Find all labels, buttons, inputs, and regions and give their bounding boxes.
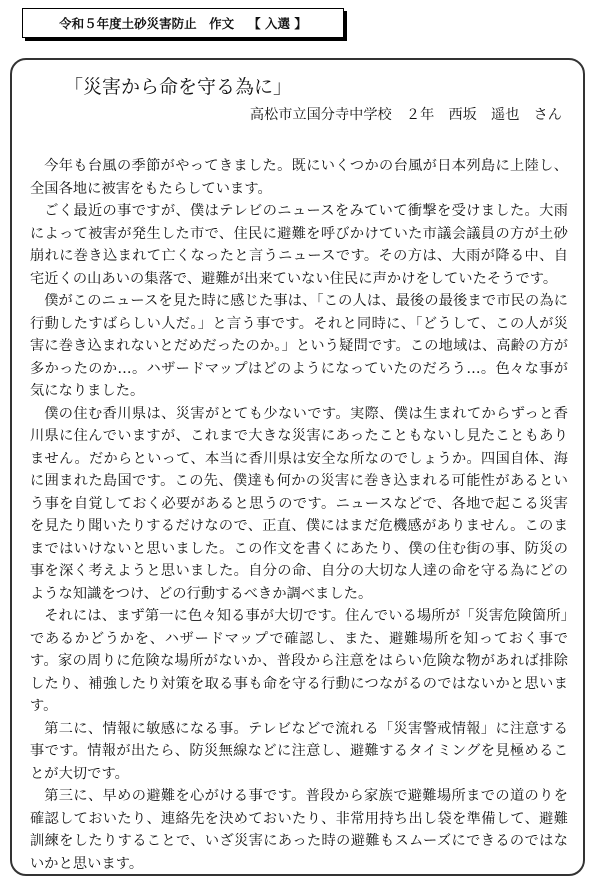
essay-paragraph: 僕がこのニュースを見た時に感じた事は、「この人は、最後の最後まで市民の為に行動したすばらしい人だ。」と言う事です。それと同時に、「どうして、この人が災害に巻き込まれないとだめだったのか。」という疑問です。この地域は、高齢の方が多かったのか…。ハザードマップはどのようになっていたのだろう…。色々な事が気になりました。 <box>30 293 568 399</box>
contest-name: 令和５年度土砂災害防止 作文 <box>59 16 235 31</box>
essay-paragraph: ごく最近の事ですが、僕はテレビのニュースをみていて衝撃を受けました。大雨によって被害が発生した市で、住民に避難を呼びかけていた市議会議員の方が土砂崩れに巻き込まれて亡くなったと言うニュースです。その方は、大雨が降る中、自宅近くの山あいの集落で、避難が出来ていない住民に声かけをしていたそうです。 <box>30 203 568 287</box>
essay-paragraph: それには、まず第一に色々知る事が大切です。住んでいる場所が「災害危険箇所」であるかどうかを、ハザードマップで確認し、また、避難場所を知っておく事です。家の周りに危険な場所がないか、普段から注意をはらい危険な物があれば排除したり、補強したり対策を取る事も命を守る行動につながるのではないかと思います。 <box>30 608 568 714</box>
award-badge: 【 入選 】 <box>248 16 307 31</box>
essay-body <box>30 155 568 875</box>
essay-paragraph: 今年も台風の季節がやってきました。既にいくつかの台風が日本列島に上陸し、全国各地に被害をもたらしています。 <box>30 158 568 197</box>
essay-paragraph: 第三に、早めの避難を心がける事です。普段から家族で避難場所までの道のりを確認しておいたり、連絡先を決めておいたり、非常用持ち出し袋を準備して、避難訓練をしたりすることで、いざ災害にあった時の避難もスムーズにできるのではないかと思います。 <box>30 788 568 872</box>
essay-paragraph: 僕の住む香川県は、災害がとても少ないです。実際、僕は生まれてからずっと香川県に住んでいますが、これまで大きな災害にあったこともないし見たこともありません。だからといって、本当に香川県は安全な所なのでしょうか。四国自体、海に囲まれた島国です。この先、僕達も何かの災害に巻き込まれる可能性があるという事を自覚しておく必要があると思うのです。ニュースなどで、各地で起こる災害を見たり聞いたりするだけなので、正直、僕にはまだ危機感がありません。このままではいけないと思いました。この作文を書くにあたり、僕の住む街の事、防災の事を深く考えようと思いました。自分の命、自分の大切な人達の命を守る為にどのような知識をつけ、どの行動するべきか調べました。 <box>30 405 568 602</box>
essay-paragraph: 第二に、情報に敏感になる事。テレビなどで流れる「災害警戒情報」に注意する事です。情報が出たら、防災無線などに注意し、避難するタイミングを見極めることが大切です。 <box>30 720 568 782</box>
essay-title: 「災害から命を守る為に」 <box>64 76 293 98</box>
author-byline: 高松市立国分寺中学校 ２年 西坂 遥也 さん <box>249 107 562 123</box>
contest-header-label <box>22 8 344 38</box>
